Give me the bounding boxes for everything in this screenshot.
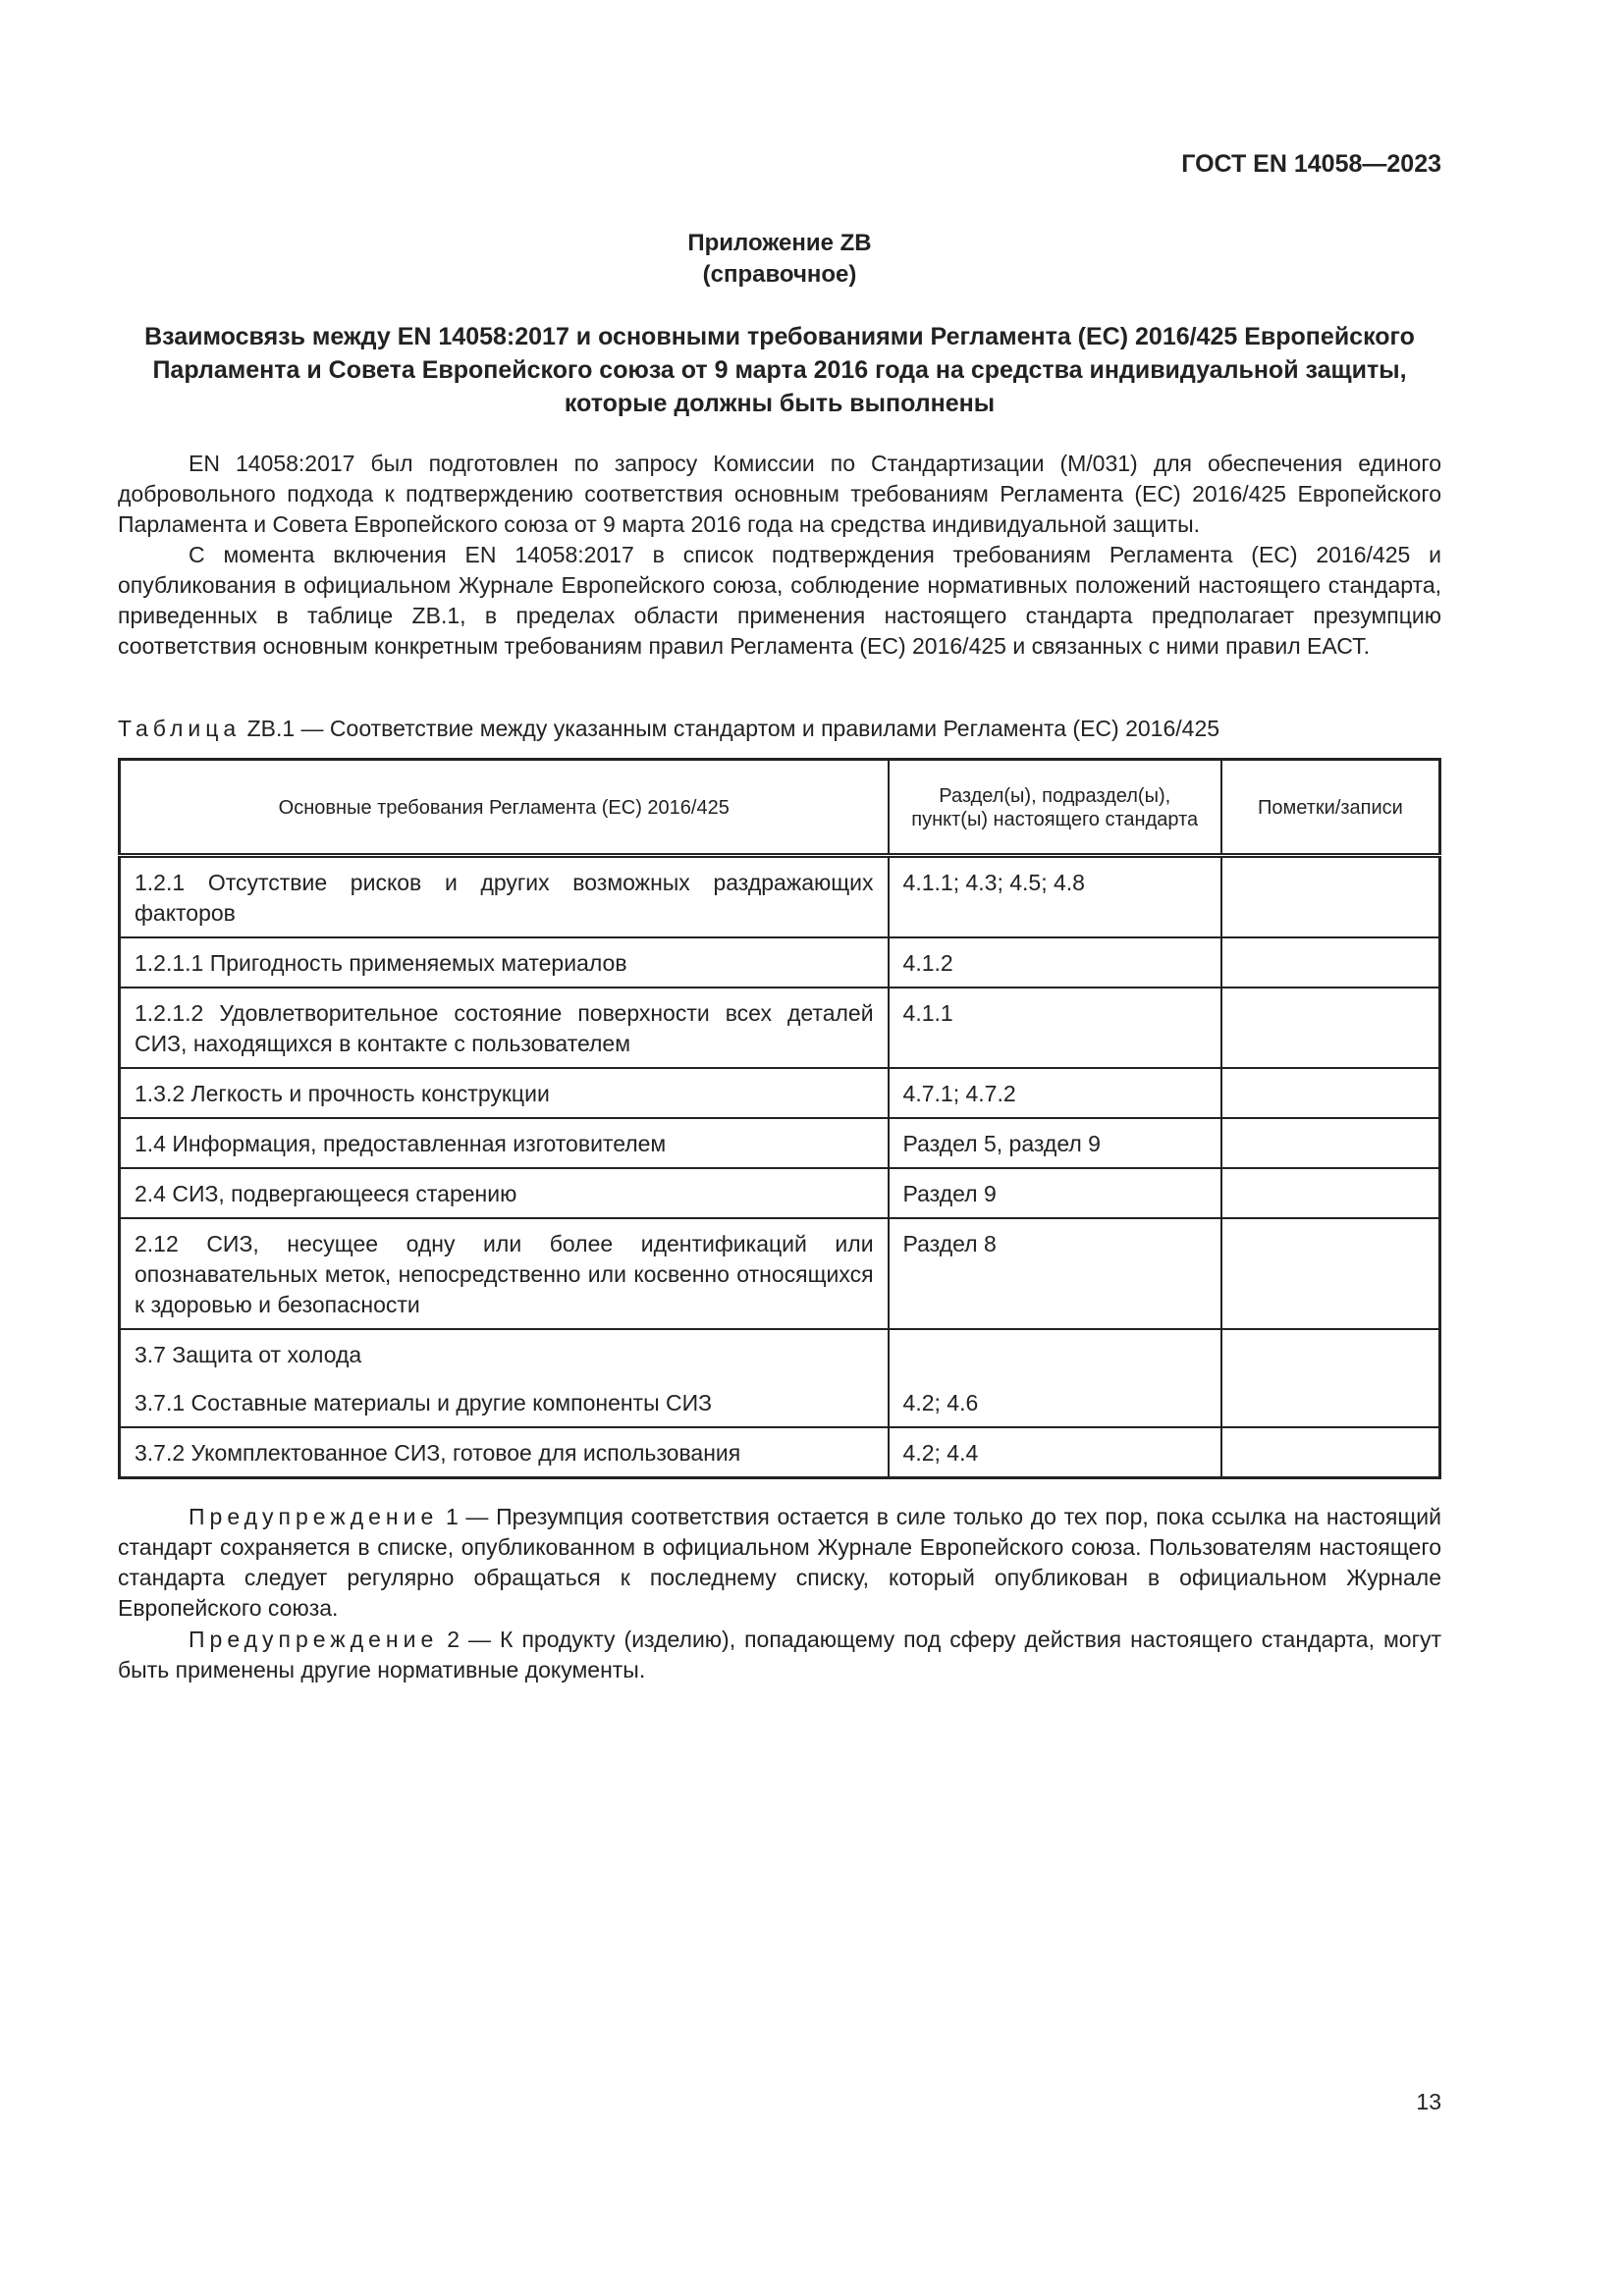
paragraph: С момента включения EN 14058:2017 в список подтверждения требованиям Регламента (ЕС) 2016/425 и опубликования в официальном Журнале Европейского союза, соблюдение нормативных положений настоящего стандарта, приведенных в таблице ZB.1, в пределах области применения настоящего стандарта предполагает презумпцию соответствия основным конкретным требованиям правил Регламента (ЕС) 2016/425 и связанных с ними правил ЕАСТ. (118, 542, 1441, 659)
table-caption (118, 714, 1219, 744)
notes-cell (1221, 1168, 1440, 1218)
caption-text: ZB.1 — Соответствие между указанным стандартом и правилами Регламента (ЕС) 2016/425 (246, 716, 1220, 741)
column-header: Основные требования Регламента (ЕС) 2016/425 (120, 760, 889, 856)
table-row (120, 937, 1440, 988)
column-header: Пометки/записи (1221, 760, 1440, 856)
table-row (120, 1168, 1440, 1218)
table-row (120, 1118, 1440, 1168)
table-row (120, 988, 1440, 1068)
clause-cell: Раздел 9 (889, 1168, 1221, 1218)
requirement-cell: 1.2.1.2 Удовлетворительное состояние поверхности всех деталей СИЗ, находящихся в контакте с пользователем (120, 988, 889, 1068)
requirement-cell: 3.7 Защита от холода (120, 1329, 889, 1378)
table-row (120, 856, 1440, 938)
paragraph: EN 14058:2017 был подготовлен по запросу Комиссии по Стандартизации (M/031) для обеспечения единого добровольного подхода к подтверждению соответствия основным требованиям Регламента (ЕС) 2016/425 Европейского Парламента и Совета Европейского союза от 9 марта 2016 года на средства индивидуальной защиты. (118, 451, 1441, 537)
warning-label: Предупреждение (189, 1627, 439, 1652)
clause-cell (889, 1329, 1221, 1378)
page-number: 13 (1416, 2089, 1441, 2114)
notes-cell (1221, 1118, 1440, 1168)
table-row (120, 1378, 1440, 1427)
clause-cell: 4.2; 4.6 (889, 1378, 1221, 1427)
notes-cell (1221, 1378, 1440, 1427)
clause-cell: 4.1.2 (889, 937, 1221, 988)
table-row (120, 1218, 1440, 1329)
standard-header: ГОСТ EN 14058—2023 (1181, 150, 1441, 178)
caption-label: Таблица (118, 716, 242, 741)
table-row (120, 1329, 1440, 1378)
notes-cell (1221, 1427, 1440, 1478)
table-row (120, 1068, 1440, 1118)
table-header-row (120, 760, 1440, 856)
clause-cell: 4.2; 4.4 (889, 1427, 1221, 1478)
clause-cell: Раздел 8 (889, 1218, 1221, 1329)
warning-text: 1 — Презумпция соответствия остается в силе только до тех пор, пока ссылка на настоящий стандарт сохраняется в списке, опубликованном в официальном Журнале Европейского союза. Пользователям настоящего стандарта следует регулярно обращаться к последнему списку, который опубликован в официальном Журнале Европейского союза. (118, 1504, 1442, 1621)
warning-text: 2 — К продукту (изделию), попадающему под сферу действия настоящего стандарта, могут быть применены другие нормативные документы. (118, 1627, 1442, 1682)
requirement-cell: 1.3.2 Легкость и прочность конструкции (120, 1068, 889, 1118)
notes-cell (1221, 937, 1440, 988)
correspondence-table (118, 758, 1441, 1479)
annex-type: (справочное) (702, 261, 857, 288)
requirement-cell: 1.2.1 Отсутствие рисков и других возможных раздражающих факторов (120, 856, 889, 938)
warning-2 (118, 1625, 1441, 1685)
warning-label: Предупреждение (189, 1504, 439, 1529)
notes-cell (1221, 988, 1440, 1068)
warning-1 (118, 1502, 1441, 1624)
clause-cell: 4.1.1; 4.3; 4.5; 4.8 (889, 856, 1221, 938)
column-header: Раздел(ы), подраздел(ы), пункт(ы) настоящего стандарта (889, 760, 1221, 856)
notes-cell (1221, 1329, 1440, 1378)
requirement-cell: 1.4 Информация, предоставленная изготовителем (120, 1118, 889, 1168)
clause-cell: Раздел 5, раздел 9 (889, 1118, 1221, 1168)
clause-cell: 4.1.1 (889, 988, 1221, 1068)
annex-label: Приложение ZB (687, 230, 872, 256)
requirement-cell: 2.4 СИЗ, подвергающееся старению (120, 1168, 889, 1218)
table-row (120, 1427, 1440, 1478)
requirement-cell: 3.7.1 Составные материалы и другие компоненты СИЗ (120, 1378, 889, 1427)
requirement-cell: 1.2.1.1 Пригодность применяемых материалов (120, 937, 889, 988)
notes-cell (1221, 1068, 1440, 1118)
clause-cell: 4.7.1; 4.7.2 (889, 1068, 1221, 1118)
notes-cell (1221, 856, 1440, 938)
requirement-cell: 3.7.2 Укомплектованное СИЗ, готовое для использования (120, 1427, 889, 1478)
requirement-cell: 2.12 СИЗ, несущее одну или более идентификаций или опознавательных меток, непосредственно или косвенно относящихся к здоровью и безопасности (120, 1218, 889, 1329)
notes-cell (1221, 1218, 1440, 1329)
annex-title: Взаимосвязь между EN 14058:2017 и основными требованиями Регламента (ЕС) 2016/425 Европейского Парламента и Совета Европейского союза от 9 марта 2016 года на средства индивидуальной защиты, которые должны быть выполнены (144, 323, 1415, 417)
